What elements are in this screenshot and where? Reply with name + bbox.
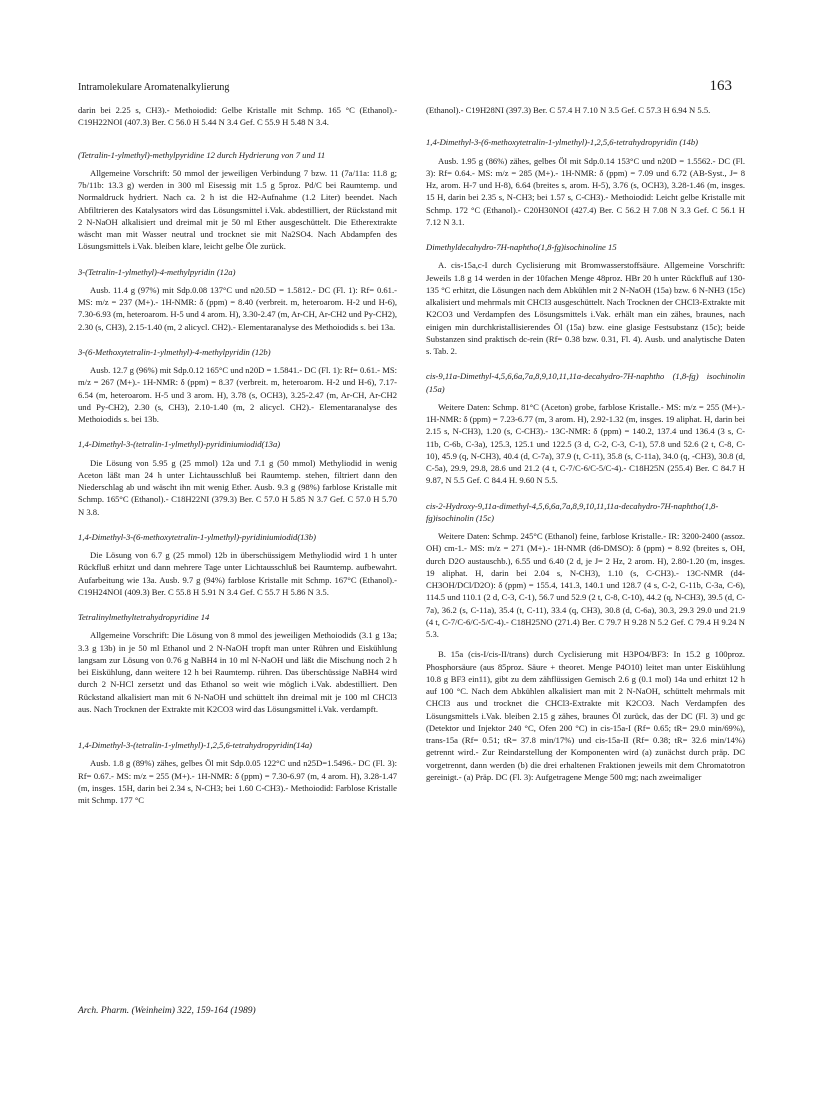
paragraph: Weitere Daten: Schmp. 81°C (Aceton) grobe, farblose Kristalle.- MS: m/z = 255 (M+).- 1H-NMR: δ (ppm) = 7.23-6.77 (m, 3 arom. H), 2.92-1.32 (m, insges. 19 aliphat. H, darin bei 2.15 s, N-CH3), 1.20 (s, C-CH3).- 13C-NMR: δ (ppm) = 140.2, 137.4 und 136.4 (3 s, C-11b, C-6b, C-3a), 125.3, 125.1 und 122.5 (3 d, C-2, C-3, C-1), 57.8 und 52.6 (2 t, C-8, C-10), 45.9 (q, N-CH3), 40.4 (d, C-7a), 37.9 (t, C-11), 35.8 (s, C-11a), 34.0 (q, -CH3), 30.8 (d, C-5a), 29.9, 29.8, 28.6 und 21.2 (4 t, C-7/C-6/C-5/C-4).- C18H25N (255.4) Ber. C 84.7 H 9.87, N 5.5 Gef. C 84.4 H. 9.60 N 5.5. xyxy=(426,401,745,486)
paragraph: Allgemeine Vorschrift: Die Lösung von 8 mmol des jeweiligen Methoiodids (3.1 g 13a; 3.3 g 13b) in je 50 ml Ethanol und 2 N-NaOH tropft man unter Rühren und Eiskühlung langsam zur Lösung von 0.76 g NaBH4 in 10 ml N-NaOH und läßt die Mischung noch 2 h bei Eiskühlung, dann weitere 12 h bei Raumtemp. rühren. Das überschüssige NaBH4 wird durch 2 N-HCl zersetzt und das Ethanol so weit wie möglich i.Vak. abdestilliert. Den Rückstand alkalisiert man mit 6 N-NaOH und schüttelt ihn dreimal mit je 100 ml CHCl3 aus. Nach Trocknen der Extrakte mit K2CO3 wird das Lösungsmittel i.Vak. verdampft. xyxy=(78,630,397,714)
section-heading: 3-(6-Methoxytetralin-1-ylmethyl)-4-methylpyridin (12b) xyxy=(78,346,271,357)
page-number: 163 xyxy=(709,78,732,94)
section-heading: 1,4-Dimethyl-3-(6-methoxytetralin-1-ylmethyl)-1,2,5,6-tetrahydropyridin (14b) xyxy=(426,137,698,148)
paragraph: Ausb. 11.4 g (97%) mit Sdp.0.08 137°C und n20.5D = 1.5812.- DC (Fl. 1): Rf= 0.61.- MS: m/z = 237 (M+).- 1H-NMR: δ (ppm) = 8.40 (verbreit. m, heteroarom. H-2 und H-6), 7.30-6.93 (m, heteroarom. H-5 und 4 arom. H), 3.30-2.47 (m, Ar-CH, Ar-CH2 und Py-CH2), 2.30 (s, CH3), 2.15-1.40 (m, 2 alicycl. CH2).- Elementaranalyse des Methoiodids s. bei 13a. xyxy=(78,284,398,332)
paragraph: Ausb. 12.7 g (96%) mit Sdp.0.12 165°C und n20D = 1.5841.- DC (Fl. 1): Rf= 0.61.- MS: m/z = 267 (M+).- 1H-NMR: δ (ppm) = 8.37 (verbreit. m, heteroarom. H-2 und H-6), 7.17-6.54 (m, heteroarom. H-5 und 3 arom. H), 3.78 (s, OCH3), 3.25-2.47 (m, Ar-CH, Ar-CH2 und Py-CH2), 2.30 (s, CH3), 2.10-1.40 (m, 2 alicycl. CH2).- Elementaranalyse des Methoiodids s. bei 13b. xyxy=(78,365,397,424)
section-heading: cis-2-Hydroxy-9,11a-dimethyl-4,5,6,6a,7a,8,9,10,11,11a-decahydro-7H-naphtho(1,8-fg)isochinolin (15c) xyxy=(426,500,719,523)
running-title: Intramolekulare Aromatenalkylierung xyxy=(78,82,230,93)
journal-citation: Arch. Pharm. (Weinheim) 322, 159-164 (1989) xyxy=(78,1006,256,1016)
paragraph: darin bei 2.25 s, CH3).- Methoiodid: Gelbe Kristalle mit Schmp. 165 °C (Ethanol).- C19H22NOI (407.3) Ber. C 56.0 H 5.44 N 3.4 Gef. C 55.9 H 5.48 N 3.4. xyxy=(78,105,397,128)
paragraph: Ausb. 1.8 g (89%) zähes, gelbes Öl mit Sdp.0.05 122°C und n25D=1.5496.- DC (Fl. 3): Rf= 0.67.- MS: m/z = 255 (M+).- 1H-NMR: δ (ppm) = 7.30-6.97 (m, 4 arom. H), 3.28-1.47 (m, insges. 15H, darin bei 2.34 s, N-CH3; bei 1.60 C-CH3).- Methoiodid: Farblose Kristalle mit Schmp. 177 °C xyxy=(78,758,397,805)
section-heading: Dimethyldecahydro-7H-naphtho(1,8-fg)isochinoline 15 xyxy=(426,242,617,252)
section-heading: 3-(Tetralin-1-ylmethyl)-4-methylpyridin (12a) xyxy=(78,266,236,277)
paragraph: Die Lösung von 6.7 g (25 mmol) 12b in überschüssigem Methyliodid wird 1 h unter Rückfluß erhitzt und dann mehrere Tage unter Lichtausschluß bei Raumtemp. aufbewahrt. Aufarbeitung wie 13a. Ausb. 9.7 g (94%) farblose Kristalle mit Schmp. 167°C (Ethanol).- C19H24NOI (409.3) Ber. C 55.8 H 5.91 N 3.4 Gef. C 55.7 H 5.86 N 3.5. xyxy=(78,550,397,597)
section-heading: cis-9,11a-Dimethyl-4,5,6,6a,7a,8,9,10,11,11a-decahydro-7H-naphtho (1,8-fg) isochinolin (15a) xyxy=(426,371,745,394)
paragraph: Ausb. 1.95 g (86%) zähes, gelbes Öl mit Sdp.0.14 153°C und n20D = 1.5562.- DC (Fl. 3): Rf= 0.64.- MS: m/z = 285 (M+).- 1H-NMR: δ (ppm) = 7.09 und 6.72 (AB-Syst., J= 8 Hz, arom. H-7 und H-8), 6.64 (breites s, arom. H-5), 3.76 (s, OCH3), 3.28-1.46 (m, insges. 15 H, darin bei 2.35 s, N-CH3; bei 1.57 s, C-CH3).- Methoiodid: Leicht gelbe Kristalle mit Schmp. 172 °C (Ethanol).- C20H30NOI (427.4) Ber. C 56.2 H 7.08 N 3.3 Gef. C 56.1 H 7.12 N 3.1. xyxy=(426,155,745,227)
section-heading: 1,4-Dimethyl-3-(6-methoxytetralin-1-ylmethyl)-pyridiniumiodid(13b) xyxy=(78,531,316,542)
paragraph: A. cis-15a,c-I durch Cyclisierung mit Bromwasserstoffsäure. Allgemeine Vorschrift: Jeweils 1.8 g 14 werden in der 10fachen Menge 48proz. HBr 20 h unter Rückfluß auf 130-135 °C erhitzt, die Lösungen nach dem Abkühlen mit 2 N-NaOH (15a) bzw. 6 N-NH3 (15c) alkalisiert und mehrmals mit CHCl3 ausgeschüttelt. Nach Trocknen der CHCl3-Extrakte mit K2CO3 und Verdampfen des Lösungsmittels i.Vak. erhält man ein zähes, braunes, nach einigen min durchkristallisierendes Öl (15a) bzw. eine glasige Festsubstanz (15c); beide Substanzen sind praktisch dc-rein (Rf= 0.38 bzw. 0.31, Fl. 4). Ausb. und analytische Daten s. Tab. 2. xyxy=(426,260,745,356)
right-column xyxy=(426,104,745,783)
section-heading: (Tetralin-1-ylmethyl)-methylpyridine 12 durch Hydrierung von 7 und 11 xyxy=(78,149,326,160)
left-column xyxy=(78,104,397,806)
paragraph: Allgemeine Vorschrift: 50 mmol der jeweiligen Verbindung 7 bzw. 11 (7a/11a: 11.8 g; 7b/11b: 13.3 g) werden in 300 ml Eisessig mit 1.5 g 5proz. Pd/C bei Raumtemp. und Normaldruck hydriert. Nach ca. 2 h ist die H2-Aufnahme (1.2 Liter) beendet. Nach Abfiltrieren des Katalysators wird das Lösungsmittel i.Vak. abdestilliert, der Rückstand mit 2 N-NaOH alkalisiert und dreimal mit je 50 ml Ether ausgeschüttelt. Die Etherextrakte wäscht man mit Wasser neutral und trocknet sie mit Na2SO4. Nach Abdampfen des Lösungsmittels i.Vak. bleiben klare, leicht gelbe Öle zurück. xyxy=(78,167,397,252)
section-heading: 1,4-Dimethyl-3-(tetralin-1-ylmethyl)-pyridiniumiodid(13a) xyxy=(78,439,281,450)
page-header xyxy=(78,78,732,96)
paragraph: (Ethanol).- C19H28NI (397.3) Ber. C 57.4 H 7.10 N 3.5 Gef. C 57.3 H 6.94 N 5.5. xyxy=(426,105,711,115)
paragraph: Die Lösung von 5.95 g (25 mmol) 12a und 7.1 g (50 mmol) Methyliodid in wenig Aceton läßt man 24 h unter Lichtausschluß bei Raumtemp. stehen, filtriert dann den Niederschlag ab und wäscht ihn mit wenig Ether. Ausb. 9.3 g (98%) farblose Kristalle mit Schmp. 165°C (Ethanol).- C18H22NI (379.3) Ber. C 57.0 H 5.85 N 3.7 Gef. C 57.0 H 5.70 N 3.8. xyxy=(78,457,397,517)
section-heading: 1,4-Dimethyl-3-(tetralin-1-ylmethyl)-1,2,5,6-tetrahydropyridin(14a) xyxy=(78,740,313,750)
section-heading: Tetralinylmethyltetrahydropyridine 14 xyxy=(78,612,210,622)
paragraph: Weitere Daten: Schmp. 245°C (Ethanol) feine, farblose Kristalle.- IR: 3200-2400 (assoz. OH) cm-1.- MS: m/z = 271 (M+).- 1H-NMR (d6-DMSO): δ (ppm) = 8.92 (breites s, OH, durch D2O austauschb.), 6.55 und 6.40 (2 d, je J= 2 Hz, 2 arom. H), 2.80-1.20 (m, insges. 19 aliphat. H, darin bei 2.04 s, N-CH3), 1.10 (s, C-CH3).- 13C-NMR (d4-CH3OH/DCl/D2O): δ (ppm) = 155.4, 141.3, 140.1 und 128.7 (4 s, C-2, C-11b, C-3a, C-6), 114.5 und 110.1 (2 d, C-3, C-1), 56.7 und 52.9 (2 t, C-8, C-10), 44.2 (q, N-CH3), 39.5 (d, C-7a), 36.2 (s, C-11a), 35.4 (t, C-11), 33.4 (q, CH3), 30.8 (d, C-6a), 30.3, 29.3 29.0 und 21.9 (4 t, C-7/C-6/C-5/C-4).- C18H25NO (271.4) Ber. C 79.7 H 9.28 N 5.2 Gef. C 79.4 H 9.24 N 5.3. xyxy=(426,531,745,639)
paragraph: B. 15a (cis-I/cis-II/trans) durch Cyclisierung mit H3PO4/BF3: In 15.2 g 100proz. Phosphorsäure (aus 85proz. Säure + theoret. Menge P4O10) leitet man unter Eiskühlung 10.8 g BF3 ein11), gibt zu dem zähflüssigen Gemisch 2.6 g (0.1 mol) 14a und erhitzt 12 h auf 100 °C. Nach dem Abkühlen alkalisiert man mit 2 N-NaOH, schüttelt mehrmals mit CHCl3 aus und trocknet die CHCl3-Extrakte mit K2CO3. Nach Verdampfen des Lösungsmittels i.Vak. bleiben 2.15 g zähes, braunes Öl zurück, das der DC (Fl. 3) und gc (Detektor und Injektor 240 °C, Ofen 200 °C) in cis-15a-I (Rf= 0.65; tR= 29.0 min/69%), trans-15a (Rf= 0.51; tR= 37.8 min/17%) und cis-15a-II (Rf= 0.38; tR= 32.6 min/14%) getrennt wird.- Zur Reindarstellung der Komponenten wird (a) zunächst durch präp. DC vorgetrennt, dann werden (b) die drei erhaltenen Fraktionen jeweils mit dem Chromatotron gereinigt.- (a) Präp. DC (Fl. 3): Aufgetragene Menge 500 mg; nach zweimaliger xyxy=(426,649,745,782)
